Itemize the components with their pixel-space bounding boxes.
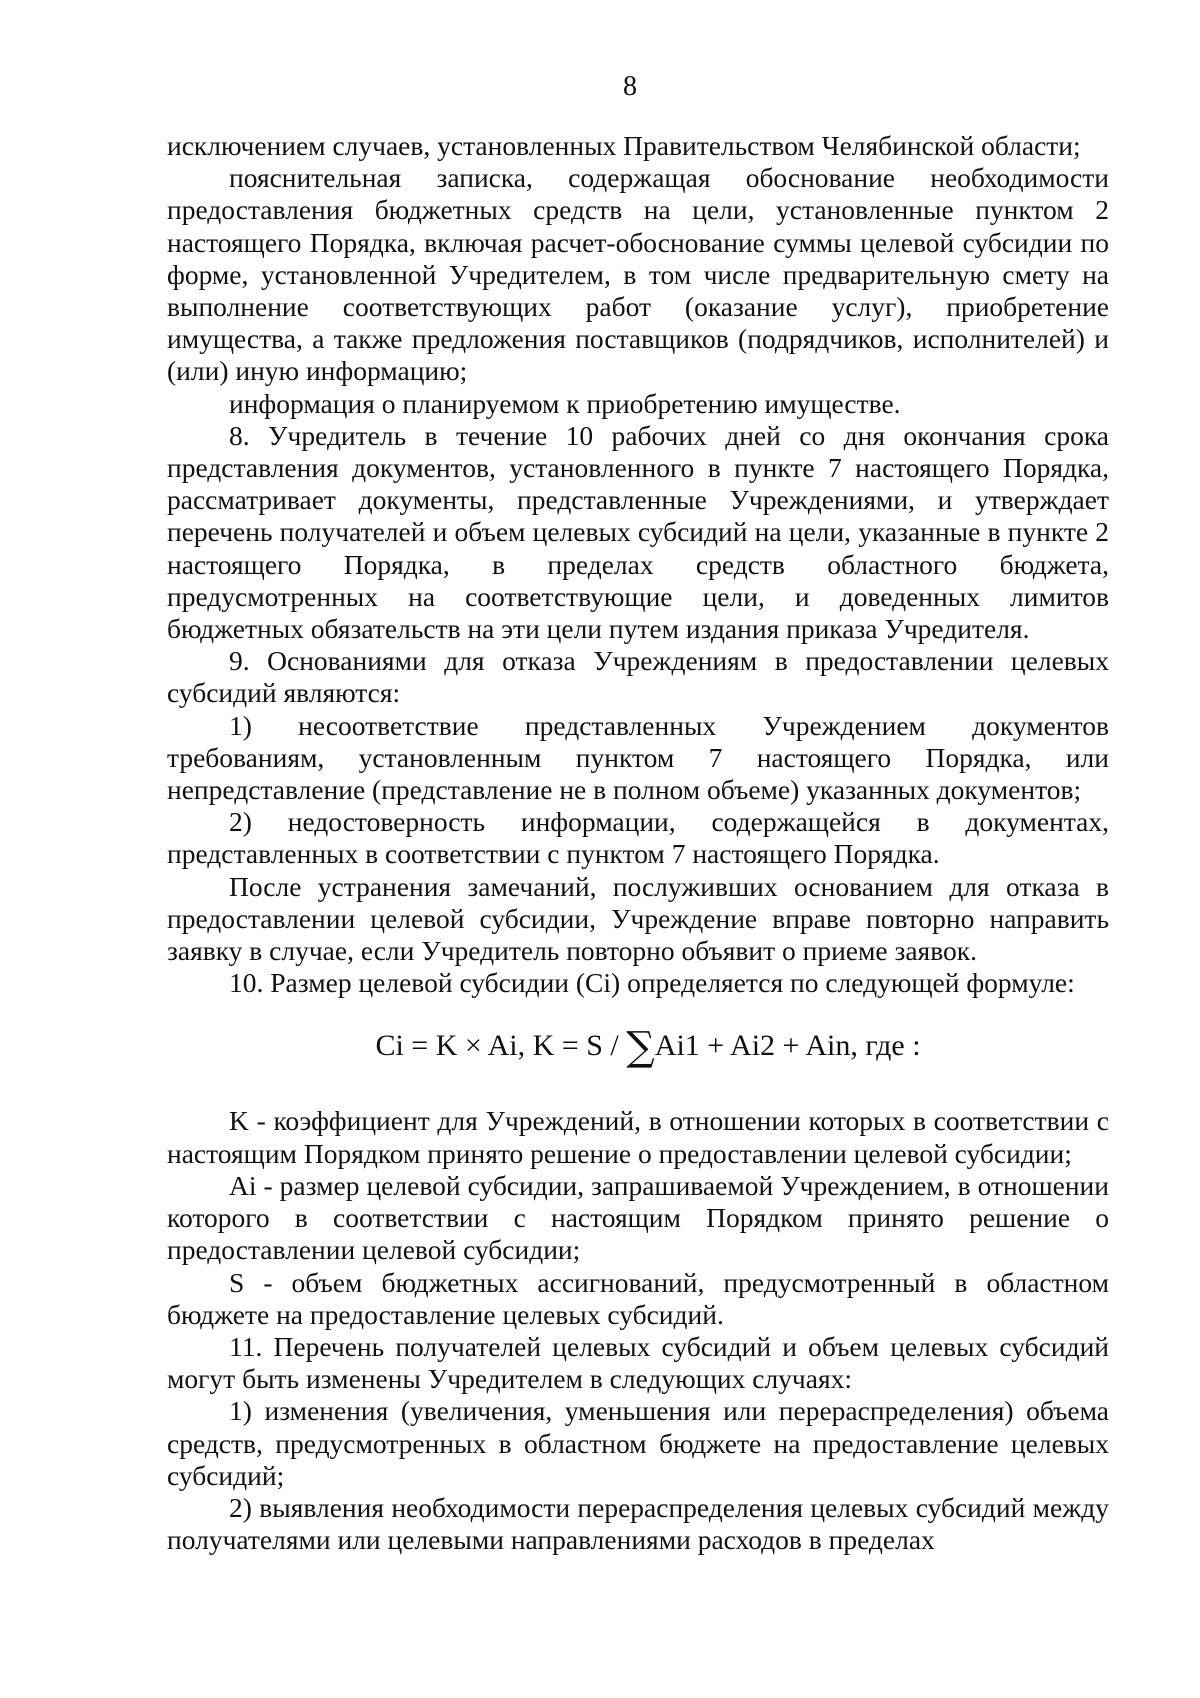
paragraph-clause-9: 9. Основаниями для отказа Учреждениям в предоставлении целевых субсидий являются: — [167, 645, 1109, 709]
subsidy-formula — [167, 1024, 1109, 1071]
paragraph-resubmission: После устранения замечаний, послуживших основанием для отказа в предоставлении целевой субсидии, Учреждение вправе повторно направить заявку в случае, если Учредитель повторно объявит о приеме заявок. — [167, 870, 1109, 967]
paragraph-definition-k: K - коэффициент для Учреждений, в отношении которых в соответствии с настоящим Порядком принято решение о предоставлении целевой субсидии; — [167, 1105, 1109, 1169]
paragraph-continuation: исключением случаев, установленных Правительством Челябинской области; — [167, 130, 1081, 161]
paragraph-clause-9-item-1: 1) несоответствие представленных Учреждением документов требованиям, установленным пунктом 7 настоящего Порядка, или непредставление (представление не в полном объеме) указанных документов; — [167, 709, 1109, 806]
paragraph-clause-8: 8. Учредитель в течение 10 рабочих дней со дня окончания срока представления документов, установленного в пункте 7 настоящего Порядка, рассматривает документы, представленные Учреждениями, и утверждает перечень получателей и объем целевых субсидий на цели, указанные в пункте 2 настоящего Порядка, в пределах средств областного бюджета, предусмотренных на соответствующие цели, и доведенных лимитов бюджетных обязательств на эти цели путем издания приказа Учредителя. — [167, 419, 1109, 645]
formula-right: Ai1 + Ai2 + Ain, где : — [654, 1029, 921, 1063]
paragraph-definition-s: S - объем бюджетных ассигнований, предусмотренный в областном бюджете на предоставление целевых субсидий. — [167, 1266, 1109, 1330]
paragraph-clause-9-item-2: 2) недостоверность информации, содержащейся в документах, представленных в соответствии с пунктом 7 настоящего Порядка. — [167, 806, 1109, 870]
paragraph-clause-11-item-2: 2) выявления необходимости перераспределения целевых субсидий между получателями или целевыми направлениями расходов в пределах — [167, 1491, 1109, 1556]
paragraph-property-info: информация о планируемом к приобретению имуществе. — [229, 387, 901, 419]
formula-left: Ci = K × Ai, K = S / — [375, 1029, 627, 1063]
paragraph-definition-ai: Ai - размер целевой субсидии, запрашиваемой Учреждением, в отношении которого в соответствии с настоящим Порядком принято решение о предоставлении целевой субсидии; — [167, 1169, 1109, 1266]
sum-symbol: ∑ — [626, 1024, 655, 1071]
document-body — [167, 130, 1109, 1556]
paragraph-clause-11: 11. Перечень получателей целевых субсидий и объем целевых субсидий могут быть изменены Учредителем в следующих случаях: — [167, 1330, 1109, 1395]
paragraph-clause-11-item-1: 1) изменения (увеличения, уменьшения или перераспределения) объема средств, предусмотренных в областном бюджете на предоставление целевых субсидий; — [167, 1395, 1109, 1491]
paragraph-clause-10: 10. Размер целевой субсидии (Ci) определяется по следующей формуле: — [229, 967, 1075, 999]
paragraph-explanatory-note: пояснительная записка, содержащая обоснование необходимости предоставления бюджетных средств на цели, установленные пунктом 2 настоящего Порядка, включая расчет-обоснование суммы целевой субсидии по форме, установленной Учредителем, в том числе предварительную смету на выполнение соответствующих работ (оказание услуг), приобретение имущества, а также предложения поставщиков (подрядчиков, исполнителей) и (или) иную информацию; — [167, 162, 1109, 387]
page-number: 8 — [623, 71, 637, 102]
